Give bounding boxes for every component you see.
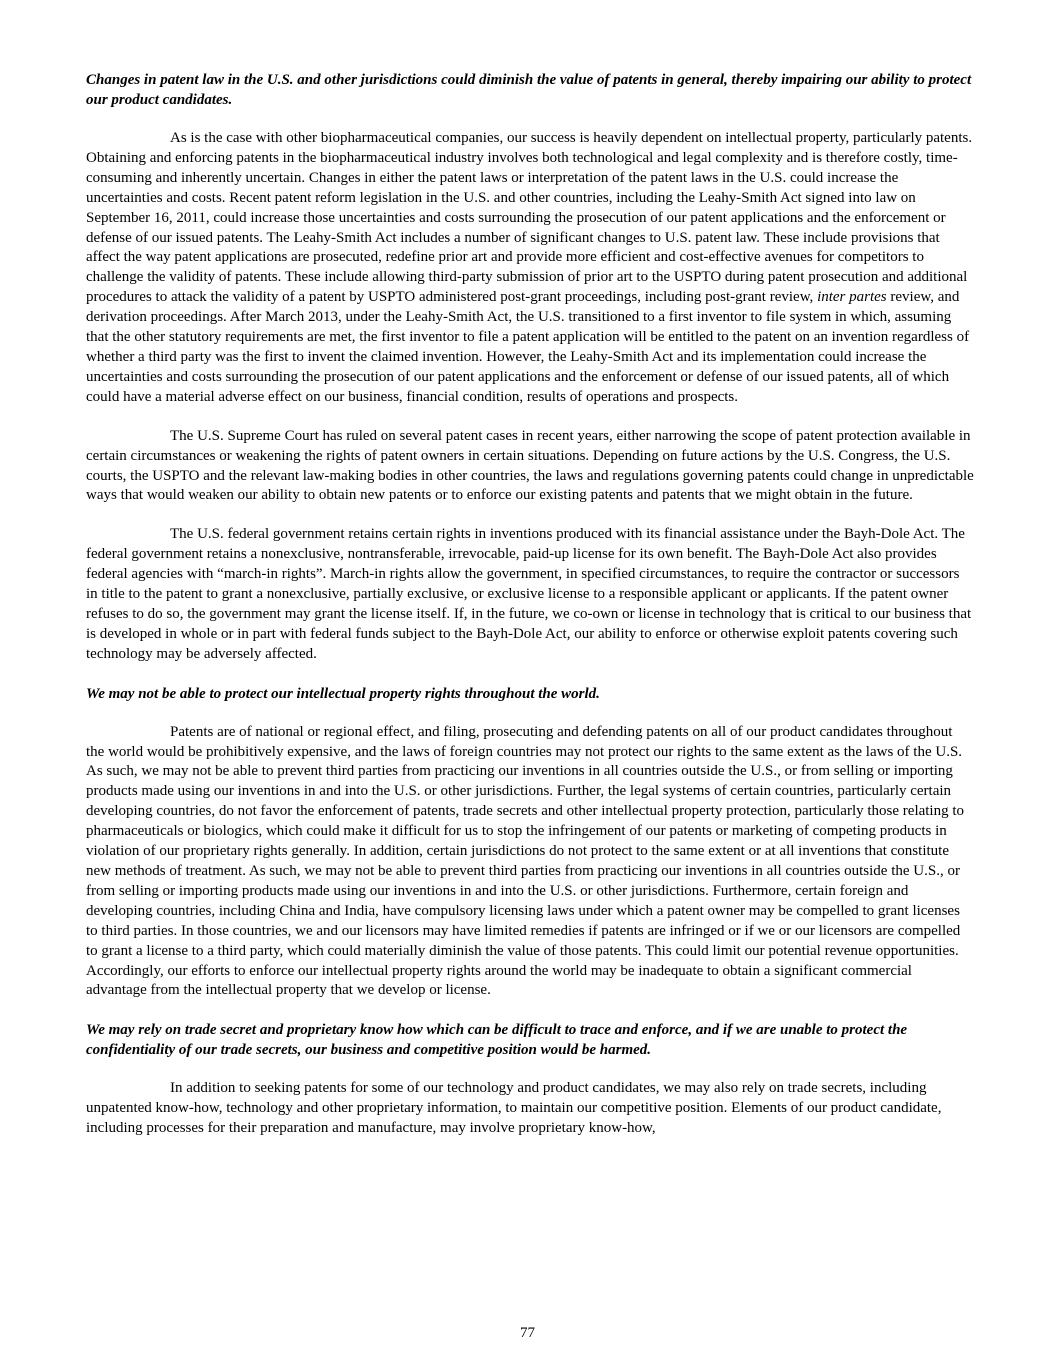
paragraph-text: As is the case with other biopharmaceutical companies, our success is heavily dependent on intellectual property, particularly patents. Obtaining and enforcing patents in the biopharmaceutical industry involves both technological and legal complexity and is therefore costly, time-consuming and inherently uncertain. Changes in either the patent laws or interpretation of the patent laws in the U.S. could increase the uncertainties and costs. Recent patent reform legislation in the U.S. and other countries, including the Leahy-Smith Act signed into law on September 16, 2011, could increase those uncertainties and costs surrounding the prosecution of our patent applications and the enforcement or defense of our issued patents. The Leahy-Smith Act includes a number of significant changes to U.S. patent law. These include provisions that affect the way patent applications are prosecuted, redefine prior art and provide more efficient and cost-effective avenues for competitors to challenge the validity of patents. These include allowing third-party submission of prior art to the USPTO during patent prosecution and additional procedures to attack the validity of a patent by USPTO administered post-grant proceedings, including post-grant review, [86,130,973,306]
paragraph-supreme-court: The U.S. Supreme Court has ruled on several patent cases in recent years, either narrowing the scope of patent protection available in certain circumstances or weakening the rights of patent owners in certain situations. Depending on future actions by the U.S. Congress, the U.S. courts, the USPTO and the relevant law-making bodies in other countries, the laws and regulations governing patents could change in unpredictable ways that would weaken our ability to obtain new patents or to enforce our existing patents and patents that we might obtain in the future. [86,427,974,504]
italic-term-inter-partes: inter partes [817,289,887,306]
paragraph-trade-secrets: In addition to seeking patents for some of our technology and product candidates, we may also rely on trade secrets, including unpatented know-how, technology and other proprietary information, to maintain our competitive position. Elements of our product candidate, including processes for their preparation and manufacture, may involve proprietary know-how, [86,1080,942,1137]
page-number: 77 [520,1325,535,1341]
section-heading-worldwide-protection: We may not be able to protect our intellectual property rights throughout the world. [86,685,600,702]
section-heading-patent-law-changes: Changes in patent law in the U.S. and other jurisdictions could diminish the value of patents in general, thereby impairing our ability to protect our product candidates. [86,72,972,108]
paragraph-foreign-patents: Patents are of national or regional effect, and filing, prosecuting and defending patents on all of our product candidates throughout the world would be prohibitively expensive, and the laws of foreign countries may not protect our rights to the same extent as the laws of the U.S. As such, we may not be able to prevent third parties from practicing our inventions in all countries outside the U.S., or from selling or importing products made using our inventions in and into the U.S. or other jurisdictions. Further, the legal systems of certain countries, particularly certain developing countries, do not favor the enforcement of patents, trade secrets and other intellectual property protection, particularly those relating to pharmaceuticals or biologics, which could make it difficult for us to stop the infringement of our patents or marketing of competing products in violation of our proprietary rights generally. In addition, certain jurisdictions do not protect to the same extent or at all inventions that constitute new methods of treatment. As such, we may not be able to prevent third parties from practicing our inventions in all countries outside the U.S., or from selling or importing products made using our inventions in and into the U.S. or other jurisdictions. Furthermore, certain foreign and developing countries, including China and India, have compulsory licensing laws under which a patent owner may be compelled to grant licenses to third parties. In those countries, we and our licensors may have limited remedies if patents are infringed or if we or our licensors are compelled to grant a license to a third party, which could materially diminish the value of those patents. This could limit our potential revenue opportunities. Accordingly, our efforts to enforce our intellectual property rights around the world may be inadequate to obtain a significant commercial advantage from the intellectual property that we develop or license. [86,723,965,999]
paragraph-text: review, and derivation proceedings. After March 2013, under the Leahy-Smith Act, the U.S. transitioned to a first inventor to file system in which, assuming that the other statutory requirements are met, the first inventor to file a patent application will be entitled to the patent on an invention regardless of whether a third party was the first to invent the claimed invention. However, the Leahy-Smith Act and its implementation could increase the uncertainties and costs surrounding the prosecution of our patent applications and the enforcement or defense of our issued patents, all of which could have a material adverse effect on our business, financial condition, results of operations and prospects. [86,289,970,405]
paragraph-leahy-smith-act [86,129,974,408]
paragraph-bayh-dole-act: The U.S. federal government retains certain rights in inventions produced with its financial assistance under the Bayh-Dole Act. The federal government retains a nonexclusive, nontransferable, irrevocable, paid-up license for its own benefit. The Bayh-Dole Act also provides federal agencies with “march-in rights”. March-in rights allow the government, in specified circumstances, to require the contractor or successors in title to the patent to grant a nonexclusive, partially exclusive, or exclusive license to a responsible applicant or applicants. If the patent owner refuses to do so, the government may grant the license itself. If, in the future, we co-own or license in technology that is critical to our business that is developed in whole or in part with federal funds subject to the Bayh-Dole Act, our ability to enforce or otherwise exploit patents covering such technology may be adversely affected. [86,526,972,662]
section-heading-trade-secrets: We may rely on trade secret and proprietary know how which can be difficult to trace and enforce, and if we are unable to protect the confidentiality of our trade secrets, our business and competitive position would be harmed. [86,1022,908,1059]
document-page [86,70,974,1158]
